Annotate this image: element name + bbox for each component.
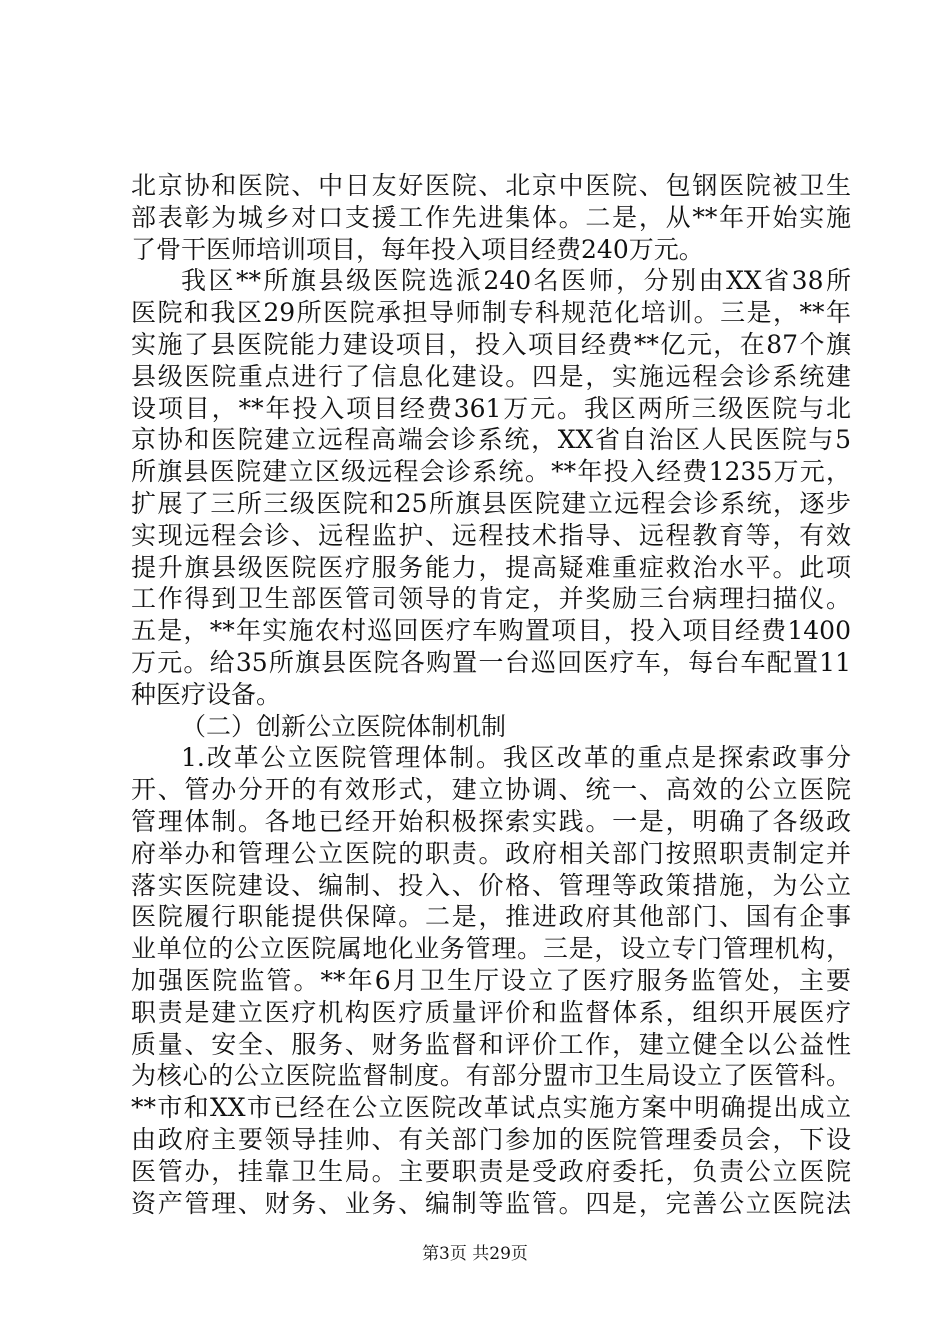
page-footer: 第3页 共29页 [422,1244,528,1264]
text-line: 医管办，挂靠卫生局。主要职责是受政府委托，负责公立医院 [131,1156,851,1186]
text-line: 五是，**年实施农村巡回医疗车购置项目，投入项目经费1400 [131,616,851,646]
text-line: 由政府主要领导挂帅、有关部门参加的医院管理委员会，下设 [131,1124,851,1154]
text-line: 落实医院建设、编制、投入、价格、管理等政策措施，为公立 [131,870,851,900]
text-line: 医院和我区29所医院承担导师制专科规范化培训。三是，**年 [131,298,851,328]
text-line: 实施了县医院能力建设项目，投入项目经费**亿元，在87个旗 [131,329,851,359]
text-line: 扩展了三所三级医院和25所旗县医院建立远程会诊系统，逐步 [131,488,851,518]
text-line: 府举办和管理公立医院的职责。政府相关部门按照职责制定并 [131,838,851,868]
text-line: 北京协和医院、中日友好医院、北京中医院、包钢医院被卫生 [131,171,851,200]
text-line: 为核心的公立医院监督制度。有部分盟市卫生局设立了医管科。 [131,1061,851,1091]
body-text [131,170,851,1219]
text-line: 我区**所旗县级医院选派240名医师，分别由XX省38所 [181,266,851,296]
text-line: 所旗县医院建立区级远程会诊系统。**年投入经费1235万元， [131,457,851,487]
text-line: 管理体制。各地已经开始积极探索实践。一是，明确了各级政 [131,806,851,836]
text-line: 开、管办分开的有效形式，建立协调、统一、高效的公立医院 [131,775,851,805]
text-line: 1.改革公立医院管理体制。我区改革的重点是探索政事分 [181,743,851,773]
text-line: **市和XX市已经在公立医院改革试点实施方案中明确提出成立 [131,1093,851,1123]
text-line: 设项目，**年投入项目经费361万元。我区两所三级医院与北 [131,393,851,423]
text-line: 加强医院监管。**年6月卫生厅设立了医疗服务监管处，主要 [131,965,851,995]
text-line: 业单位的公立医院属地化业务管理。三是，设立专门管理机构， [131,934,851,964]
text-line: 职责是建立医疗机构医疗质量评价和监督体系，组织开展医疗 [131,997,851,1027]
text-line: 医院履行职能提供保障。二是，推进政府其他部门、国有企事 [131,902,851,932]
text-line: 县级医院重点进行了信息化建设。四是，实施远程会诊系统建 [131,361,851,391]
text-line: 部表彰为城乡对口支援工作先进集体。二是，从**年开始实施 [131,202,851,232]
text-line: 京协和医院建立远程高端会诊系统，XX省自治区人民医院与5 [131,425,851,455]
text-line: 实现远程会诊、远程监护、远程技术指导、远程教育等，有效 [131,520,851,550]
text-line: 了骨干医师培训项目，每年投入项目经费240万元。 [131,234,704,264]
text-line: 工作得到卫生部医管司领导的肯定，并奖励三台病理扫描仪。 [131,584,851,614]
text-line: 提升旗县级医院医疗服务能力，提高疑难重症救治水平。此项 [131,552,851,582]
text-line: （二）创新公立医院体制机制 [181,711,507,741]
text-line: 万元。给35所旗县医院各购置一台巡回医疗车，每台车配置11 [131,647,851,677]
text-line: 种医疗设备。 [131,679,282,709]
text-line: 质量、安全、服务、财务监督和评价工作，建立健全以公益性 [131,1029,851,1059]
text-line: 资产管理、财务、业务、编制等监管。四是，完善公立医院法 [131,1188,851,1218]
